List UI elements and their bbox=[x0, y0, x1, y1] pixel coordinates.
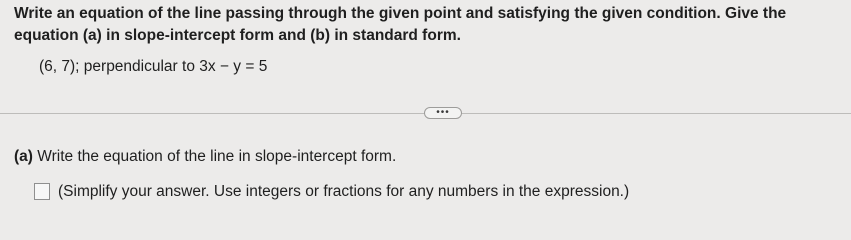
part-a-tag: (a) bbox=[14, 148, 33, 165]
answer-hint: (Simplify your answer. Use integers or fractions for any numbers in the expression.) bbox=[58, 183, 630, 200]
answer-row bbox=[34, 181, 629, 203]
ellipsis-icon: ••• bbox=[436, 107, 450, 118]
part-a-prompt bbox=[14, 146, 396, 168]
given-condition: (6, 7); perpendicular to 3x − y = 5 bbox=[39, 58, 268, 75]
part-a-text: Write the equation of the line in slope-intercept form. bbox=[37, 148, 397, 165]
question-instructions: Write an equation of the line passing through the given point and satisfying the given condition. Give the equation (a) in slope-intercept form and (b) in standard form. bbox=[14, 5, 787, 44]
answer-input-box[interactable] bbox=[34, 183, 50, 200]
more-button[interactable] bbox=[424, 107, 462, 119]
